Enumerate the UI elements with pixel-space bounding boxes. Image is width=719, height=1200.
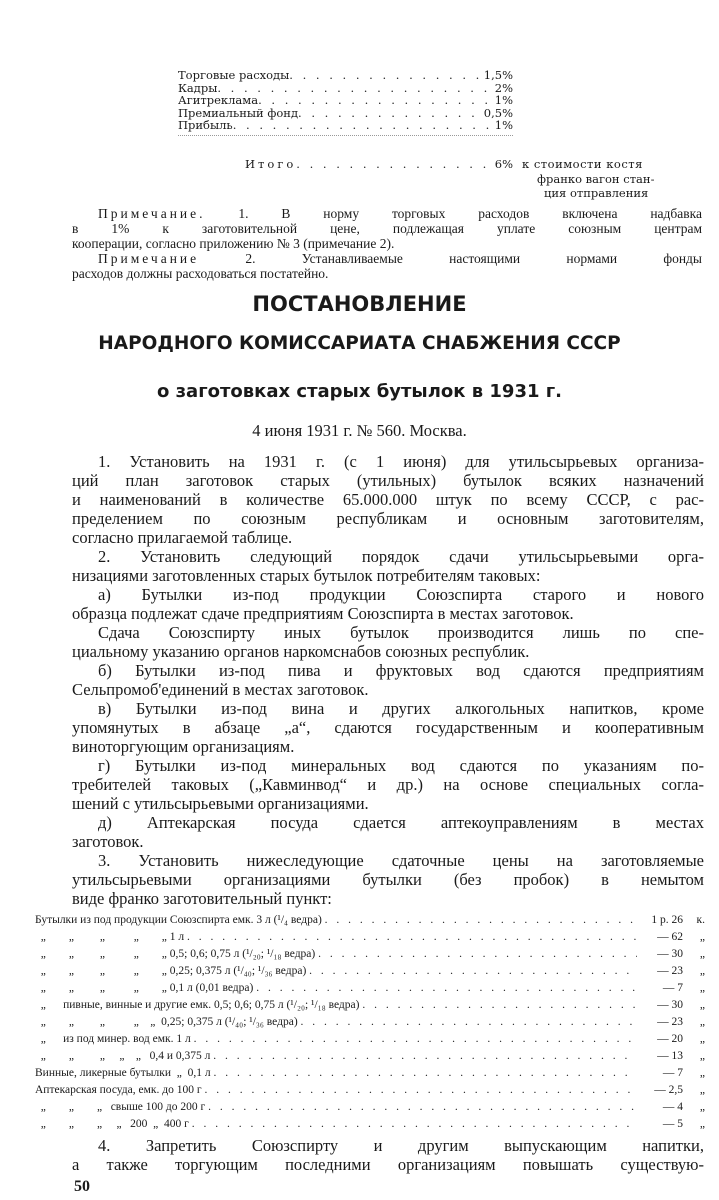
price-row	[35, 963, 705, 980]
body-line: низациями заготовленных старых бутылок потребителям таковых:	[72, 566, 541, 585]
price-value: 1 р. 26	[651, 914, 683, 926]
price-unit: „	[699, 999, 705, 1011]
document-topic: о заготовках старых бутылок в 1931 г.	[156, 381, 563, 402]
price-value: — 30	[657, 948, 683, 960]
dot-leader	[208, 1099, 637, 1116]
dot-leader	[318, 946, 637, 963]
paragraph-4	[72, 1136, 704, 1174]
dot-leader	[213, 1048, 637, 1065]
price-item: „ пивные, винные и другие емк. 0,5; 0,6; 0,75 л (¹/₂₀; ¹/₁₈ ведра)	[35, 999, 363, 1011]
dot-leader	[214, 1065, 638, 1082]
price-item: „ „ „ „ „ 0,4 и 0,375 л	[35, 1050, 214, 1062]
body-line: 4. Запретить Союзспирту и другим выпускающим напитки,	[98, 1136, 704, 1155]
price-row	[35, 1031, 705, 1048]
total-note-line: франко вагон стан-	[537, 171, 655, 186]
expense-row	[178, 69, 513, 82]
price-value: — 4	[662, 1101, 683, 1113]
body-line: утильсырьевыми организациями бутылки (без пробок) в немытом	[72, 870, 704, 889]
price-row	[35, 1082, 705, 1099]
total-row	[245, 158, 513, 171]
price-value: — 2,5	[654, 1084, 683, 1096]
expense-value: 2%	[494, 80, 513, 95]
note-line: расходов должны расходоваться постатейно.	[72, 266, 329, 281]
body-line: д) Аптекарская посуда сдается аптекоуправлениям в местах	[98, 813, 704, 832]
body-line: ций план заготовок старых (утильных) бутылок всяких назначений	[72, 471, 704, 490]
total-label: Итого	[245, 157, 297, 171]
dot-leader	[362, 997, 637, 1014]
body-line: 1. Установить на 1931 г. (с 1 июня) для утильсырьевых организа-	[98, 452, 704, 471]
dot-leader	[309, 963, 637, 980]
price-unit: „	[699, 1067, 705, 1079]
price-row	[35, 1099, 705, 1116]
body-line: 3. Установить нижеследующие сдаточные цены на заготовляемые	[98, 851, 704, 870]
price-unit: „	[699, 948, 705, 960]
price-value: — 23	[657, 1016, 683, 1028]
price-unit: к.	[696, 914, 705, 926]
price-item: „ „ „ свыше 100 до 200 г	[35, 1101, 209, 1113]
body-line: 2. Установить следующий порядок сдачи утильсырьевыми орга-	[98, 547, 704, 566]
expense-label: Прибыль	[178, 118, 233, 132]
body-line: виде франко заготовительный пункт:	[72, 889, 332, 908]
price-item: „ „ „ „ „ 0,1 л (0,01 ведра)	[35, 982, 257, 994]
body-line: циальному указанию органов наркомснабов союзных республик.	[72, 642, 530, 661]
price-row	[35, 929, 705, 946]
page-number: 50	[74, 1178, 90, 1195]
total-note	[522, 158, 692, 200]
price-row	[35, 1116, 705, 1133]
price-item: Винные, ликерные бутылки „ 0,1 л	[35, 1067, 214, 1079]
dot-leader	[301, 1014, 637, 1031]
price-unit: „	[699, 1101, 705, 1113]
body-line: Сельпромоб'единений в местах заготовок.	[72, 680, 369, 699]
total-note-line: ция отправления	[544, 186, 649, 200]
expense-value: 0,5%	[483, 105, 513, 120]
expense-norms-list	[178, 69, 513, 136]
dot-leader	[325, 912, 637, 929]
note-line: в 1% к заготовительной цене, подлежащая уплате союзным центрам	[72, 221, 702, 236]
expense-label: Агитреклама	[178, 93, 259, 107]
total-note-line: к стоимости костя	[522, 157, 643, 171]
dot-leader	[204, 1082, 637, 1099]
body-line: и наименований в количестве 65.000.000 штук по всему СССР, с рас-	[72, 490, 704, 509]
price-row	[35, 1065, 705, 1082]
price-item: Аптекарская посуда, емк. до 100 г	[35, 1084, 205, 1096]
price-unit: „	[699, 982, 705, 994]
dot-leader	[187, 929, 637, 946]
body-line: Сдача Союзспирту иных бутылок производится лишь по спе-	[98, 623, 704, 642]
body-line: заготовок.	[72, 832, 144, 851]
document-title: ПОСТАНОВЛЕНИЕ	[252, 292, 467, 316]
body-line: виноторгующим организациям.	[72, 737, 295, 756]
price-value: — 20	[657, 1033, 683, 1045]
expense-row	[178, 94, 513, 107]
body-text	[72, 452, 704, 908]
price-row	[35, 980, 705, 997]
expense-value: 1%	[494, 93, 513, 107]
price-item: Бутылки из под продукции Союзспирта емк. 3 л (¹/₄ ведра)	[35, 914, 325, 926]
body-line: пределением по союзным республикам и основным заготовителям,	[72, 509, 704, 528]
price-row	[35, 912, 705, 929]
body-line: упомянутых в абзаце „а“, сдаются государственным и кооперативным	[72, 718, 704, 737]
expense-label: Премиальный фонд	[178, 105, 299, 120]
price-unit: „	[699, 1118, 705, 1130]
price-unit: „	[699, 965, 705, 977]
note-line	[72, 206, 702, 221]
price-row	[35, 946, 705, 963]
dot-leader	[194, 1031, 637, 1048]
body-line: а) Бутылки из-под продукции Союзспирта старого и нового	[98, 585, 704, 604]
price-value: — 5	[662, 1118, 683, 1130]
price-row	[35, 1014, 705, 1031]
note-label: Примечание.	[98, 206, 206, 221]
price-unit: „	[699, 1016, 705, 1028]
note-text: 2. Устанавливаемые настоящими нормами фонды	[245, 251, 702, 266]
note-line: кооперации, согласно приложению № 3 (примечание 2).	[72, 236, 395, 251]
total-value: 6%	[494, 157, 513, 171]
price-item: „ „ „ „ „ 0,25; 0,375 л (¹/₄₀; ¹/₃₆ ведра)	[35, 965, 310, 977]
body-line: шений с утильсырьевыми организациями.	[72, 794, 369, 813]
price-value: — 23	[657, 965, 683, 977]
price-unit: „	[699, 1033, 705, 1045]
expense-row	[178, 119, 513, 132]
expense-value: 1,5%	[483, 68, 513, 82]
price-value: — 7	[662, 982, 683, 994]
price-item: „ из под минер. вод емк. 1 л	[35, 1033, 194, 1045]
price-item: „ „ „ „ 200 „ 400 г	[35, 1118, 192, 1130]
body-line: в) Бутылки из-под вина и других алкогольных напитков, кроме	[98, 699, 704, 718]
dot-leader	[217, 82, 494, 95]
price-value: — 7	[662, 1067, 683, 1079]
price-row	[35, 997, 705, 1014]
sum-rule	[178, 135, 513, 136]
body-line: согласно прилагаемой таблице.	[72, 528, 293, 547]
note-label: Примечание	[98, 251, 200, 266]
price-unit: „	[699, 931, 705, 943]
body-line: а также торгующим последними организациям повышать существую-	[72, 1155, 704, 1174]
expense-label: Торговые расходы	[178, 68, 290, 82]
price-unit: „	[699, 1050, 705, 1062]
dot-leader	[296, 158, 494, 171]
price-row	[35, 1048, 705, 1065]
price-value: — 62	[657, 931, 683, 943]
dot-leader	[233, 119, 495, 132]
price-unit: „	[699, 1084, 705, 1096]
price-value: — 30	[657, 999, 683, 1011]
body-line: б) Бутылки из-под пива и фруктовых вод сдаются предприятиям	[98, 661, 704, 680]
date-line: 4 июня 1931 г. № 560. Москва.	[252, 421, 467, 440]
dot-leader	[298, 107, 484, 120]
body-line: г) Бутылки из-под минеральных вод сдаются по указаниям по-	[98, 756, 704, 775]
price-item: „ „ „ „ „ 0,5; 0,6; 0,75 л (¹/₂₀; ¹/₁₈ ведра)	[35, 948, 319, 960]
price-value: — 13	[657, 1050, 683, 1062]
document-subtitle: НАРОДНОГО КОМИССАРИАТА СНАБЖЕНИЯ СССР	[98, 333, 621, 354]
dot-leader	[256, 980, 637, 997]
note-1	[72, 206, 702, 281]
expense-label: Кадры	[178, 80, 218, 95]
dot-leader	[289, 69, 483, 82]
body-line: требителей таковых („Кавминвод“ и др.) на основе специальных согла-	[72, 775, 704, 794]
price-table	[35, 912, 705, 1133]
body-line: образца подлежат сдаче предприятиям Союзспирта в местах заготовок.	[72, 604, 574, 623]
price-item: „ „ „ „ „ 1 л	[35, 931, 188, 943]
note-text: 1. В норму торговых расходов включена надбавка	[238, 206, 702, 221]
price-item: „ „ „ „ „ 0,25; 0,375 л (¹/₄₀; ¹/₃₆ ведра)	[35, 1016, 301, 1028]
note-line	[72, 251, 702, 266]
dot-leader	[192, 1116, 637, 1133]
expense-value: 1%	[494, 118, 513, 132]
dot-leader	[258, 94, 495, 107]
